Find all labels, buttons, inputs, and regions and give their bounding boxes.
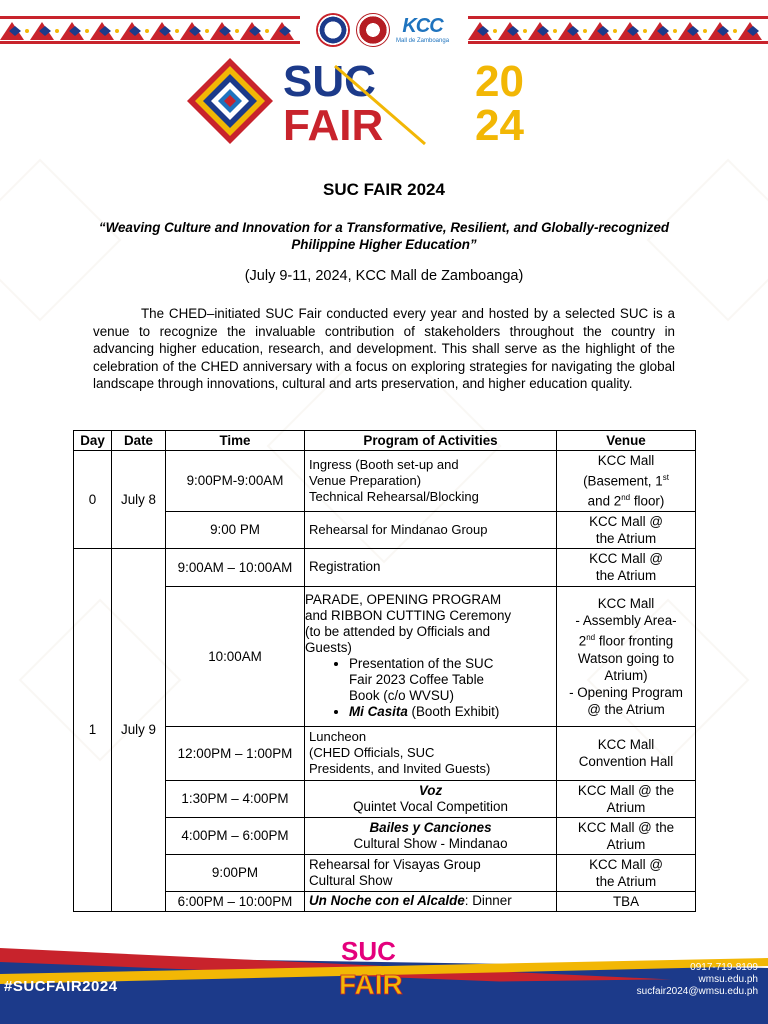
program-line: (CHED Officials, SUC: [309, 745, 435, 761]
program-cell: [305, 817, 557, 854]
time-cell: 12:00PM – 1:00PM: [166, 726, 305, 780]
program-cell: Rehearsal for Mindanao Group: [305, 511, 557, 548]
partner-logos: [316, 12, 456, 48]
banner-fair-text: FAIR: [283, 101, 384, 146]
table-header-row: [74, 431, 696, 451]
program-cell: [305, 451, 557, 512]
venue-cell: [557, 511, 696, 548]
table-row: [74, 854, 696, 891]
venue-superscript: nd: [621, 493, 631, 503]
venue-cell: [557, 817, 696, 854]
footer-suc-fair-logo: [335, 930, 415, 1002]
table-row: [74, 511, 696, 548]
kcc-mall-logo: [396, 16, 449, 44]
venue-text: floor): [630, 493, 665, 509]
booth-exhibit-name: Mi Casita: [349, 704, 408, 720]
time-cell: 9:00PM: [166, 854, 305, 891]
time-cell: 9:00 PM: [166, 511, 305, 548]
time-cell: 1:30PM – 4:00PM: [166, 780, 305, 817]
venue-superscript: st: [662, 473, 669, 482]
program-bullet-list: [305, 656, 552, 720]
dinner-event-name: Un Noche con el Alcalde: [309, 893, 465, 909]
venue-text: (Basement, 1: [583, 473, 663, 489]
program-cell: [305, 586, 557, 726]
table-row: [74, 586, 696, 726]
program-bullet: [349, 704, 552, 720]
venue-cell: [557, 726, 696, 780]
table-row: [74, 451, 696, 512]
time-cell: 4:00PM – 6:00PM: [166, 817, 305, 854]
venue-line: the Atrium: [595, 873, 657, 889]
program-cell: [305, 854, 557, 891]
venue-text: floor fronting: [595, 633, 674, 649]
venue-line: KCC Mall @ the: [577, 782, 675, 798]
venue-line: [561, 489, 691, 509]
program-subtitle: Quintet Vocal Competition: [353, 798, 508, 814]
hashtag-text: #SUCFAIR2024: [4, 978, 118, 995]
venue-line: Atrium): [604, 667, 648, 683]
program-subtitle: Cultural Show - Mindanao: [353, 835, 508, 851]
header-date: Date: [112, 431, 166, 451]
program-line: Venue Preparation): [309, 472, 422, 488]
venue-line: Watson going to: [577, 650, 675, 666]
time-cell: 6:00PM – 10:00PM: [166, 891, 305, 911]
program-title: Bailes y Canciones: [369, 819, 492, 835]
table-row: [74, 548, 696, 586]
header-venue: Venue: [557, 431, 696, 451]
program-line: Luncheon: [309, 729, 367, 745]
bullet-line: Book (c/o WVSU): [349, 688, 454, 704]
top-right-tribal-border: [468, 14, 768, 46]
bullet-line: • Presentation of the SUC: [349, 656, 494, 672]
program-cell: [305, 891, 557, 911]
venue-line: - Opening Program: [569, 684, 683, 700]
program-line: PARADE, OPENING PROGRAM: [305, 592, 502, 608]
venue-superscript: nd: [586, 633, 596, 643]
wmsu-seal-logo: [356, 13, 390, 47]
contact-phone: 0917-719-8109: [690, 962, 758, 973]
venue-cell: [557, 854, 696, 891]
program-text: : Dinner: [464, 893, 512, 909]
venue-line: the Atrium: [595, 530, 657, 546]
venue-line: KCC Mall: [597, 453, 655, 468]
program-cell: [305, 726, 557, 780]
venue-line: Convention Hall: [578, 754, 674, 770]
time-cell: 9:00AM – 10:00AM: [166, 548, 305, 586]
bullet-line: Fair 2023 Coffee Table: [349, 672, 484, 688]
date-cell: July 8: [112, 451, 166, 549]
kcc-logo-subtitle: Mall de Zamboanga: [396, 38, 450, 44]
header-time: Time: [166, 431, 305, 451]
day-cell: 1: [74, 548, 112, 911]
program-cell: Registration: [305, 548, 557, 586]
venue-line: - Assembly Area-: [575, 613, 677, 629]
day-cell: 0: [74, 451, 112, 549]
venue-cell: [557, 451, 696, 512]
venue-text: 2: [578, 633, 587, 649]
program-line: Presidents, and Invited Guests): [309, 761, 491, 777]
time-cell: 9:00PM-9:00AM: [166, 451, 305, 512]
program-line: and RIBBON CUTTING Ceremony: [305, 608, 512, 624]
ched-seal-logo: [316, 13, 350, 47]
document-title: SUC FAIR 2024: [323, 180, 445, 199]
venue-line: Atrium: [606, 836, 646, 852]
footer-logo-fair: FAIR: [339, 969, 403, 1000]
schedule-table: [73, 430, 696, 912]
bullet-text: (Booth Exhibit): [407, 704, 500, 720]
venue-cell: TBA: [557, 891, 696, 911]
banner-suc-text: SUC: [283, 57, 376, 106]
venue-text: and 2: [587, 493, 622, 509]
table-row: [74, 726, 696, 780]
program-line: Ingress (Booth set-up and: [309, 456, 459, 472]
program-line: (to be attended by Officials and: [305, 624, 491, 640]
event-dates-venue: (July 9-11, 2024, KCC Mall de Zamboanga): [244, 268, 524, 284]
footer-logo-suc: SUC: [341, 936, 396, 966]
venue-line: KCC Mall @: [589, 856, 663, 872]
banner-year-top: 20: [475, 57, 524, 106]
venue-line: @ the Atrium: [587, 701, 665, 717]
header-day: Day: [74, 431, 112, 451]
venue-cell: [557, 780, 696, 817]
tribal-diamond-emblem: [187, 58, 273, 144]
intro-paragraph: The CHED–initiated SUC Fair conducted every year and hosted by a selected SUC is a venue to recognize the invaluable contribution of stakeholders throughout the country in advancing higher education, research, and development. This shall serve as the highlight of the celebration of the CHED anniversary with a focus on exploring strategies for navigating the global landscape through innovations, cultural and arts preservation, and higher education quality.: [93, 306, 675, 391]
top-left-tribal-border: [0, 14, 300, 46]
venue-cell: [557, 586, 696, 726]
venue-cell: [557, 548, 696, 586]
theme-statement: “Weaving Culture and Innovation for a Transformative, Resilient, and Globally-recognized Philippine Higher Education”: [98, 220, 670, 252]
banner-year-bottom: 24: [475, 101, 524, 146]
program-title: Voz: [418, 782, 443, 798]
time-cell: 10:00AM: [166, 586, 305, 726]
table-row: [74, 780, 696, 817]
contact-info: [637, 962, 758, 998]
venue-line: [561, 629, 691, 649]
contact-email: sucfair2024@wmsu.edu.ph: [636, 986, 758, 997]
program-line: Guests): [305, 640, 352, 656]
program-line: Technical Rehearsal/Blocking: [309, 488, 479, 504]
program-line: Rehearsal for Visayas Group: [309, 856, 481, 872]
table-row: [74, 817, 696, 854]
venue-line: KCC Mall @ the: [577, 819, 675, 835]
program-bullet: [349, 656, 552, 704]
program-cell: [305, 780, 557, 817]
header-program: Program of Activities: [305, 431, 557, 451]
venue-line: KCC Mall: [597, 737, 655, 753]
date-cell: July 9: [112, 548, 166, 911]
program-line: Cultural Show: [309, 872, 393, 888]
venue-line: Atrium: [606, 799, 646, 815]
venue-line: KCC Mall @: [589, 551, 663, 567]
venue-line: the Atrium: [595, 568, 657, 584]
table-row: [74, 891, 696, 911]
venue-line: KCC Mall @: [589, 513, 663, 529]
venue-line: KCC Mall: [597, 596, 655, 612]
contact-website: wmsu.edu.ph: [698, 974, 758, 985]
venue-line: [561, 469, 691, 489]
suc-fair-2024-banner-logo: [185, 56, 565, 146]
kcc-logo-text: KCC: [402, 15, 443, 37]
